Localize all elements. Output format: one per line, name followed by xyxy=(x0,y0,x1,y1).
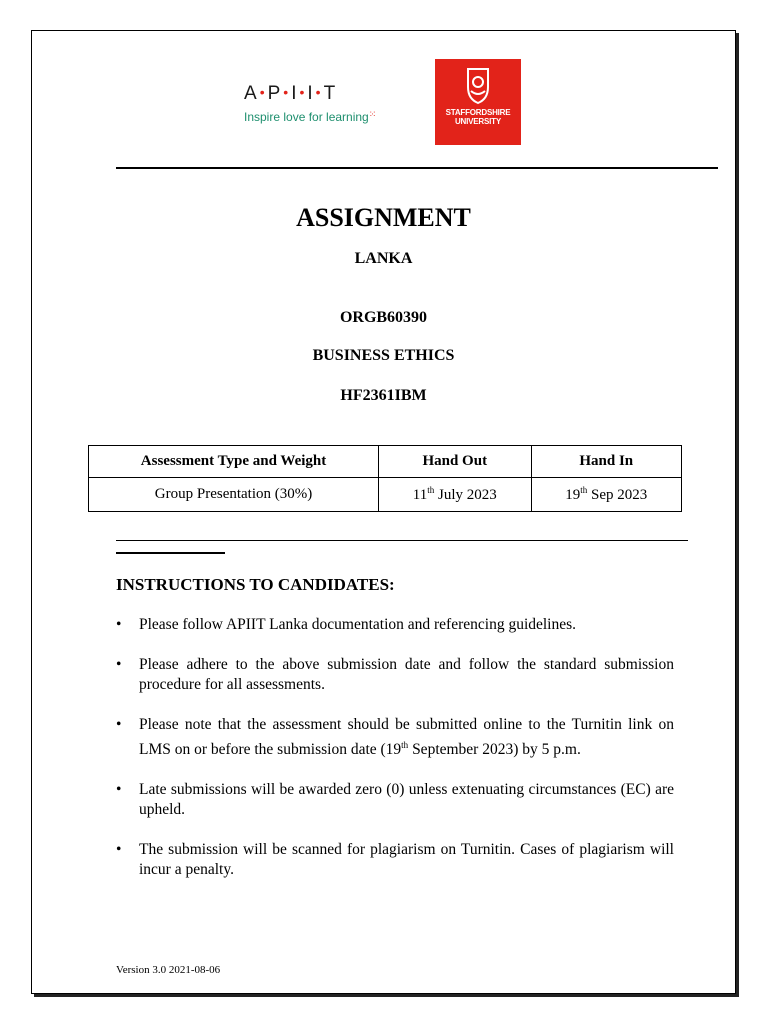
version-footer: Version 3.0 2021-08-06 xyxy=(116,964,221,976)
instructions-heading: INSTRUCTIONS TO CANDIDATES: xyxy=(116,575,395,594)
assessment-type-cell: Group Presentation (30%) xyxy=(89,478,379,512)
apiit-logo xyxy=(244,83,404,133)
list-item: • The submission will be scanned for plagiarism on Turnitin. Cases of plagiarism will incur a penalty. xyxy=(116,841,674,879)
intake-code: HF2361IBM xyxy=(340,387,427,404)
bullet-icon: • xyxy=(116,716,122,733)
table-header-row xyxy=(89,446,682,478)
section-divider-short xyxy=(116,552,225,554)
table-row xyxy=(89,478,682,512)
campus-name: LANKA xyxy=(354,250,413,267)
module-name: BUSINESS ETHICS xyxy=(312,347,455,364)
staffordshire-crest-icon xyxy=(465,67,491,105)
header-rule xyxy=(116,167,718,169)
module-code: ORGB60390 xyxy=(339,309,428,326)
bullet-icon: • xyxy=(116,656,122,673)
hand-in-cell: 19th Sep 2023 xyxy=(531,478,682,512)
page-title: ASSIGNMENT xyxy=(296,203,471,232)
list-item: • Please note that the assessment should be submitted online to the Turnitin link on LMS on or before the submission date (19th September 2023) by 5 p.m. xyxy=(116,716,674,759)
table-header-hand-in: Hand In xyxy=(531,446,682,478)
list-item: • Late submissions will be awarded zero (0) unless extenuating circumstances (EC) are upheld. xyxy=(116,781,674,819)
document-page xyxy=(31,30,736,994)
table-header-type: Assessment Type and Weight xyxy=(89,446,379,478)
apiit-wordmark: A • P • I • I • T xyxy=(244,83,337,104)
table-header-hand-out: Hand Out xyxy=(379,446,531,478)
staffordshire-name: STAFFORDSHIRE UNIVERSITY xyxy=(445,108,511,126)
apiit-tagline: Inspire love for learning⁙ xyxy=(244,109,377,124)
staffordshire-logo xyxy=(435,59,521,145)
instructions-list xyxy=(116,615,674,900)
assessment-table xyxy=(88,445,682,512)
bullet-icon: • xyxy=(116,616,122,633)
bullet-icon: • xyxy=(116,781,122,799)
bullet-icon: • xyxy=(116,841,122,859)
section-divider xyxy=(116,540,688,541)
hand-out-cell: 11th July 2023 xyxy=(379,478,531,512)
list-item: • Please adhere to the above submission date and follow the standard submission procedure for all assessments. xyxy=(116,656,674,693)
list-item: • Please follow APIIT Lanka documentation and referencing guidelines. xyxy=(116,616,577,633)
